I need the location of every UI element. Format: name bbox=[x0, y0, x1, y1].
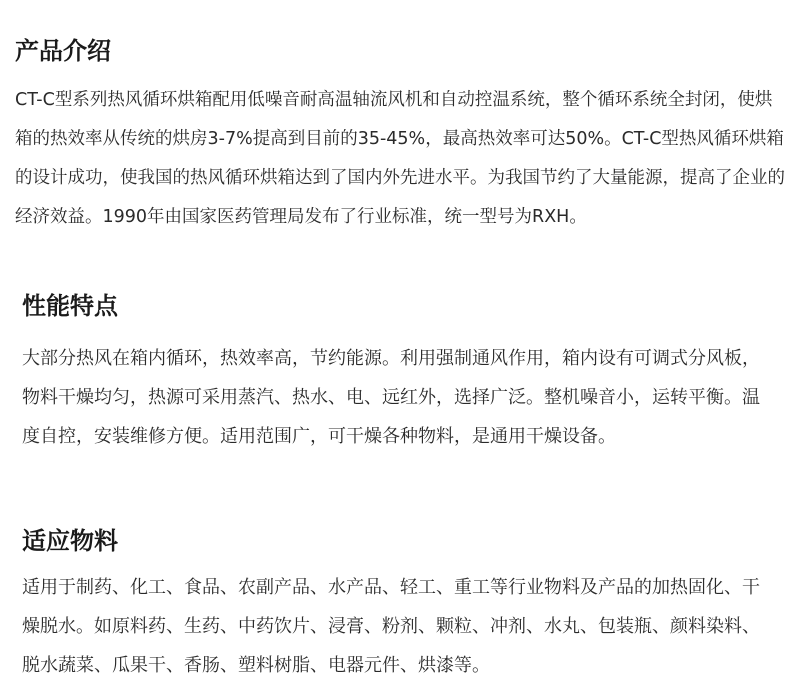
product-intro-heading: 产品介绍 bbox=[15, 37, 111, 65]
features-section bbox=[0, 291, 790, 456]
features-heading: 性能特点 bbox=[22, 292, 118, 320]
applicable-materials-text: 适用于制药、化工、食品、农副产品、水产品、轻工、重工等行业物料及产品的加热固化、干燥脱水。如原料药、生药、中药饮片、浸膏、粉剂、颗粒、冲剂、水丸、包装瓶、颜料染料、脱水蔬菜、瓜果干、香肠、塑料树脂、电器元件、烘漆等。 bbox=[22, 577, 760, 676]
applicable-materials-section bbox=[0, 526, 790, 685]
features-text: 大部分热风在箱内循环，热效率高，节约能源。利用强制通风作用，箱内设有可调式分风板，物料干燥均匀，热源可采用蒸汽、热水、电、远红外，选择广泛。整机噪音小，运转平衡。温度自控，安装维修方便。适用范围广，可干燥各种物料，是通用干燥设备。 bbox=[22, 348, 760, 447]
applicable-materials-heading: 适应物料 bbox=[22, 527, 118, 555]
product-intro-text: CT-C型系列热风循环烘箱配用低噪音耐高温轴流风机和自动控温系统，整个循环系统全封闭，使烘箱的热效率从传统的烘房3-7%提高到目前的35-45%，最高热效率可达50%。CT-C型热风循环烘箱的设计成功，使我国的热风循环烘箱达到了国内外先进水平。为我国节约了大量能源，提高了企业的经济效益。1990年由国家医药管理局发布了行业标准，统一型号为RXH。 bbox=[15, 90, 785, 227]
product-intro-section bbox=[0, 36, 790, 237]
